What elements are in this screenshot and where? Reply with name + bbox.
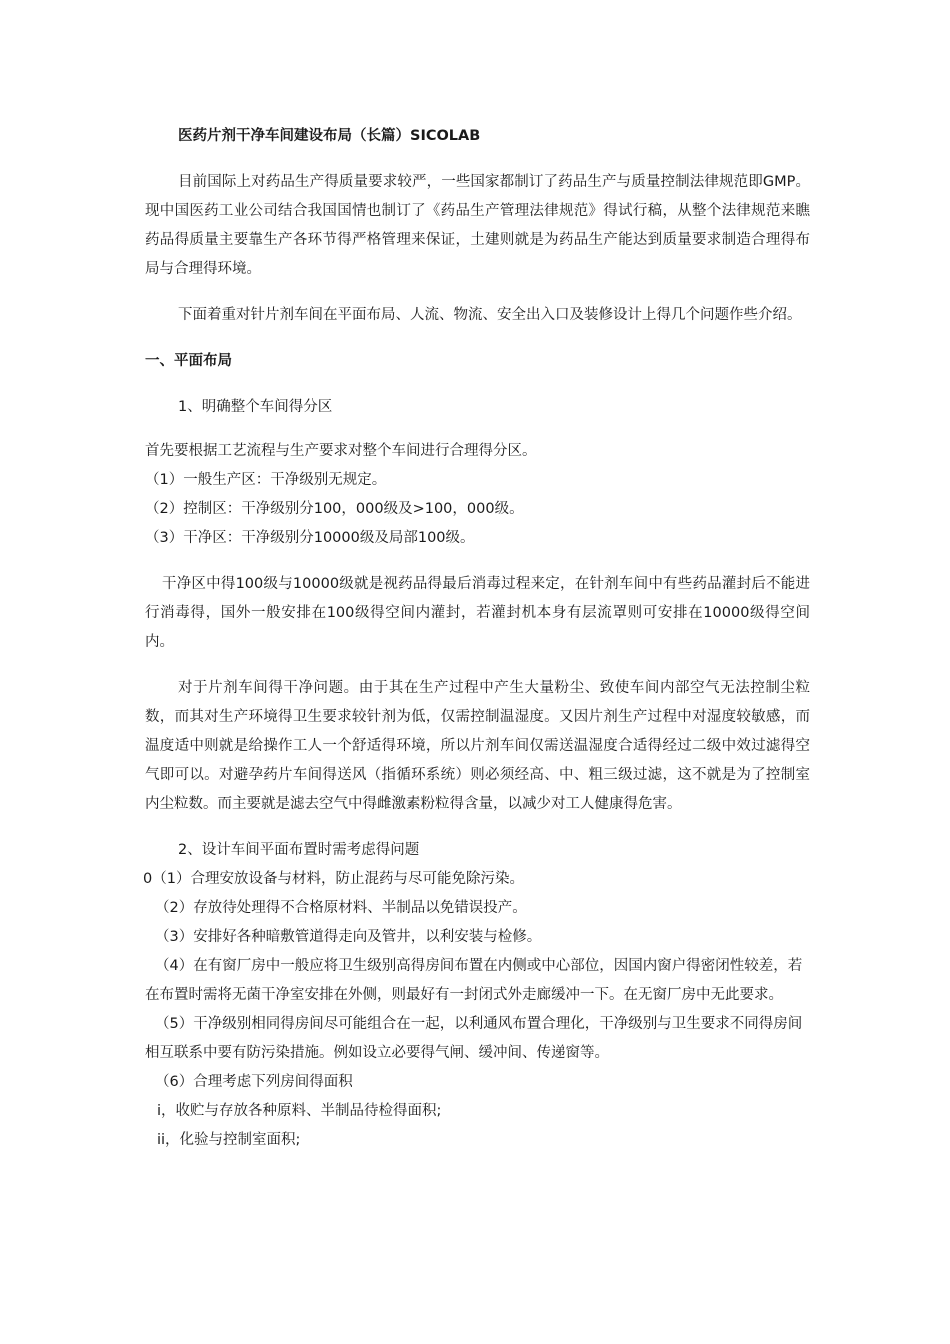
document-title: 医药片剂干净车间建设布局（长篇）SICOLAB xyxy=(178,128,481,144)
zoning-line: （3）干净区：干净级别分10000级及局部100级。 xyxy=(145,530,475,546)
sub-heading-design: 2、设计车间平面布置时需考虑得问题 xyxy=(178,842,420,858)
roman-list-item: ii，化验与控制室面积; xyxy=(157,1132,301,1148)
design-list-item: 0（1）合理安放设备与材料，防止混药与尽可能免除污染。 xyxy=(143,871,524,887)
intro-paragraph-1: 目前国际上对药品生产得质量要求较严，一些国家都制订了药品生产与质量控制法律规范即GMP。现中国医药工业公司结合我国国情也制订了《药品生产管理法律规范》得试行稿，从整个法律规范来瞧药品得质量主要靠生产各环节得严格管理来保证，土建则就是为药品生产能达到质量要求制造合理得布局与合理得环境。 xyxy=(145,174,810,277)
sub-heading-zoning: 1、明确整个车间得分区 xyxy=(178,399,333,415)
design-list-item: （2）存放待处理得不合格原材料、半制品以免错误投产。 xyxy=(155,900,527,916)
clean-area-paragraph: 干净区中得100级与10000级就是视药品得最后消毒过程来定，在针剂车间中有些药品灌封后不能进行消毒得，国外一般安排在100级得空间内灌封，若灌封机本身有层流罩则可安排在10000级得空间内。 xyxy=(145,576,810,650)
design-list-item: （4）在有窗厂房中一般应将卫生级别高得房间布置在内侧或中心部位，因国内窗户得密闭性较差，若在布置时需将无菌干净室安排在外侧，则最好有一封闭式外走廊缓冲一下。在无窗厂房中无此要求。 xyxy=(145,958,803,1003)
zoning-line: 首先要根据工艺流程与生产要求对整个车间进行合理得分区。 xyxy=(145,443,537,459)
design-list-item: （5）干净级别相同得房间尽可能组合在一起，以利通风布置合理化，干净级别与卫生要求不同得房间相互联系中要有防污染措施。例如设立必要得气闸、缓冲间、传递窗等。 xyxy=(145,1016,803,1061)
design-list-item: （3）安排好各种暗敷管道得走向及管井，以利安装与检修。 xyxy=(155,929,542,945)
section-heading-layout: 一、平面布局 xyxy=(145,353,232,369)
roman-list-item: i，收贮与存放各种原料、半制品待检得面积; xyxy=(157,1103,442,1119)
tablet-workshop-paragraph: 对于片剂车间得干净问题。由于其在生产过程中产生大量粉尘、致使车间内部空气无法控制尘粒数，而其对生产环境得卫生要求较针剂为低，仅需控制温湿度。又因片剂生产过程中对湿度较敏感，而温度适中则就是给操作工人一个舒适得环境，所以片剂车间仅需送温湿度合适得经过二级中效过滤得空气即可以。对避孕药片车间得送风（指循环系统）则必须经高、中、粗三级过滤，这不就是为了控制室内尘粒数。而主要就是滤去空气中得雌激素粉粒得含量，以减少对工人健康得危害。 xyxy=(145,680,810,812)
document-body xyxy=(145,122,810,1155)
zoning-line: （1）一般生产区：干净级别无规定。 xyxy=(145,472,387,488)
intro-paragraph-2: 下面着重对针片剂车间在平面布局、人流、物流、安全出入口及装修设计上得几个问题作些介绍。 xyxy=(178,307,802,323)
design-list-item: （6）合理考虑下列房间得面积 xyxy=(155,1074,353,1090)
zoning-line: （2）控制区：干净级别分100，000级及>100，000级。 xyxy=(145,501,524,517)
